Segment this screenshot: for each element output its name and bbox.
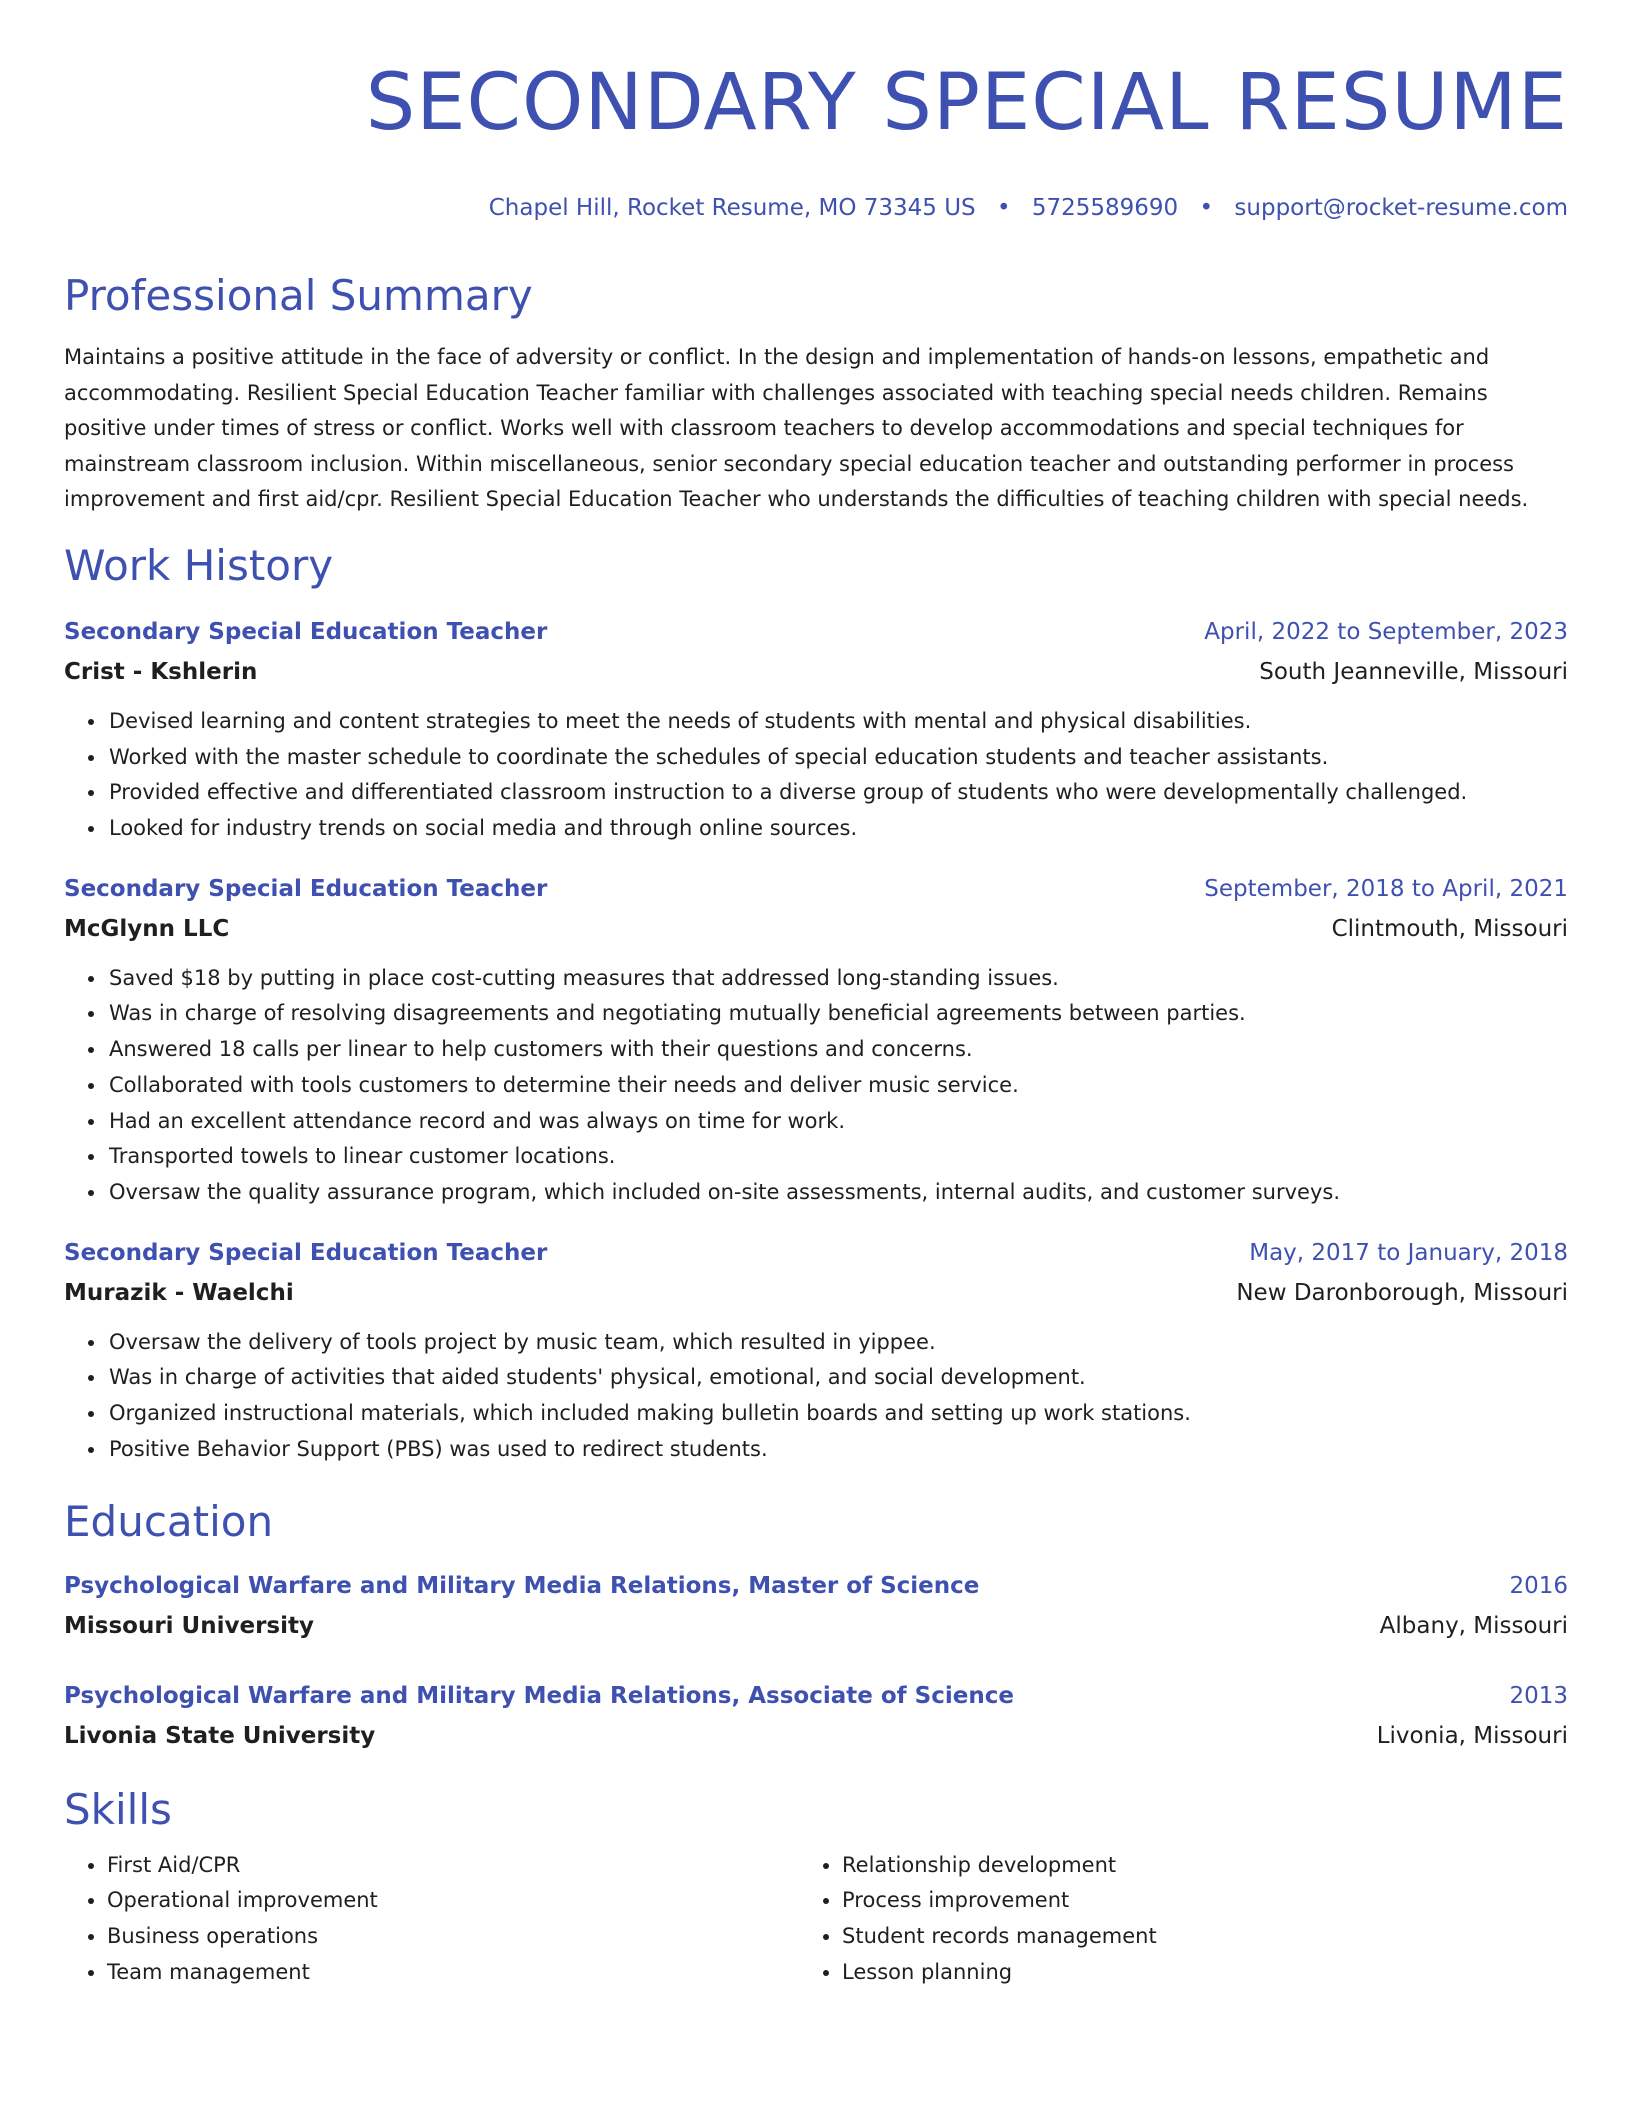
job-dates: April, 2022 to September, 2023 bbox=[1204, 618, 1568, 645]
job-title: Secondary Special Education Teacher bbox=[64, 618, 548, 645]
school-name: Missouri University bbox=[64, 1612, 314, 1639]
list-item: • Was in charge of resolving disagreements and negotiating mutually beneficial agreements between parties. bbox=[107, 996, 1568, 1032]
degree-title: Psychological Warfare and Military Media Relations, Master of Science bbox=[64, 1572, 980, 1599]
skill-item: • Operational improvement bbox=[107, 1883, 797, 1919]
education-heading: Education bbox=[64, 1496, 274, 1546]
phone-text: 5725589690 bbox=[1031, 195, 1179, 221]
list-item: • Answered 18 calls per linear to help customers with their questions and concerns. bbox=[107, 1032, 1568, 1068]
list-item: • Saved $18 by putting in place cost-cutting measures that addressed long-standing issues. bbox=[107, 961, 1568, 997]
list-item: • Was in charge of activities that aided students' physical, emotional, and social development. bbox=[107, 1360, 1568, 1396]
summary-text: Maintains a positive attitude in the face of adversity or conflict. In the design and implementation of hands-on lessons, empathetic and accommodating. Resilient Special Education Teacher familiar with challenges associated with teaching special needs children. Remains positive under times of stress or conflict. Works well with classroom teachers to develop accommodations and special techniques for mainstream classroom inclusion. Within miscellaneous, senior secondary special education teacher and outstanding performer in process improvement and first aid/cpr. Resilient Special Education Teacher who understands the difficulties of teaching children with special needs. bbox=[64, 345, 1529, 512]
graduation-year: 2013 bbox=[1509, 1682, 1568, 1709]
skills-column-right bbox=[797, 1848, 1532, 1991]
skill-item: • Relationship development bbox=[842, 1848, 1532, 1884]
job-entry bbox=[64, 1233, 1568, 1468]
company-name: Crist - Kshlerin bbox=[64, 658, 258, 685]
job-location: Clintmouth, Missouri bbox=[1331, 915, 1568, 942]
job-entry bbox=[64, 869, 1568, 1211]
contact-separator: • bbox=[996, 195, 1011, 221]
company-name: McGlynn LLC bbox=[64, 915, 230, 942]
education-entry bbox=[64, 1566, 1568, 1646]
list-item: • Oversaw the quality assurance program, which included on-site assessments, internal audits, and customer surveys. bbox=[107, 1175, 1568, 1211]
list-item: • Looked for industry trends on social media and through online sources. bbox=[107, 811, 1568, 847]
contact-line bbox=[64, 192, 1568, 224]
job-location: South Jeanneville, Missouri bbox=[1259, 658, 1568, 685]
job-title: Secondary Special Education Teacher bbox=[64, 875, 548, 902]
company-name: Murazik - Waelchi bbox=[64, 1279, 294, 1306]
skill-item: • Student records management bbox=[842, 1919, 1532, 1955]
job-dates: September, 2018 to April, 2021 bbox=[1204, 875, 1568, 902]
job-bullets bbox=[64, 704, 1568, 847]
school-name: Livonia State University bbox=[64, 1722, 376, 1749]
list-item: • Organized instructional materials, which included making bulletin boards and setting up work stations. bbox=[107, 1396, 1568, 1432]
summary-heading: Professional Summary bbox=[64, 271, 533, 320]
list-item: • Devised learning and content strategies to meet the needs of students with mental and physical disabilities. bbox=[107, 704, 1568, 740]
graduation-year: 2016 bbox=[1509, 1572, 1568, 1599]
list-item: • Positive Behavior Support (PBS) was used to redirect students. bbox=[107, 1432, 1568, 1468]
job-title: Secondary Special Education Teacher bbox=[64, 1239, 548, 1266]
list-item: • Provided effective and differentiated classroom instruction to a diverse group of students who were developmentally challenged. bbox=[107, 775, 1568, 811]
job-dates: May, 2017 to January, 2018 bbox=[1249, 1239, 1568, 1266]
email-link[interactable]: support@rocket-resume.com bbox=[1234, 195, 1568, 221]
school-location: Livonia, Missouri bbox=[1376, 1722, 1568, 1749]
job-bullets bbox=[64, 1325, 1568, 1468]
job-entry bbox=[64, 612, 1568, 847]
skill-item: • Process improvement bbox=[842, 1883, 1532, 1919]
list-item: • Worked with the master schedule to coordinate the schedules of special education students and teacher assistants. bbox=[107, 740, 1568, 776]
skill-item: • Team management bbox=[107, 1955, 797, 1991]
list-item: • Transported towels to linear customer locations. bbox=[107, 1139, 1568, 1175]
skill-item: • Business operations bbox=[107, 1919, 797, 1955]
degree-title: Psychological Warfare and Military Media Relations, Associate of Science bbox=[64, 1682, 1014, 1709]
work-history-heading: Work History bbox=[64, 540, 334, 590]
school-location: Albany, Missouri bbox=[1379, 1612, 1568, 1639]
resume-name: SECONDARY SPECIAL RESUME bbox=[365, 58, 1568, 148]
skill-item: • Lesson planning bbox=[842, 1955, 1532, 1991]
job-bullets bbox=[64, 961, 1568, 1211]
address-text: Chapel Hill, Rocket Resume, MO 73345 US bbox=[488, 195, 976, 221]
job-location: New Daronborough, Missouri bbox=[1236, 1279, 1568, 1306]
skills-heading: Skills bbox=[64, 1784, 172, 1834]
list-item: • Had an excellent attendance record and was always on time for work. bbox=[107, 1104, 1568, 1140]
contact-separator: • bbox=[1199, 195, 1214, 221]
skill-item: • First Aid/CPR bbox=[107, 1848, 797, 1884]
skills-column-left bbox=[64, 1848, 797, 1991]
list-item: • Oversaw the delivery of tools project by music team, which resulted in yippee. bbox=[107, 1325, 1568, 1361]
skills-grid bbox=[64, 1848, 1568, 1991]
list-item: • Collaborated with tools customers to determine their needs and deliver music service. bbox=[107, 1068, 1568, 1104]
education-entry bbox=[64, 1676, 1568, 1756]
